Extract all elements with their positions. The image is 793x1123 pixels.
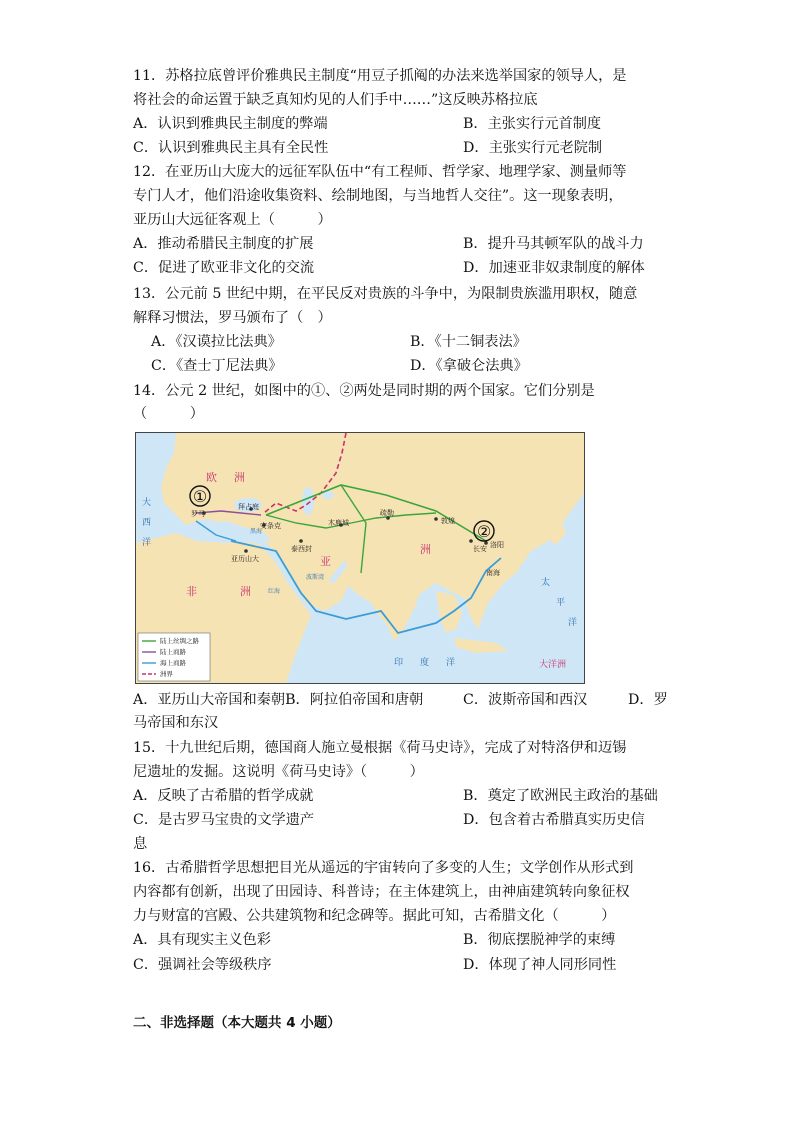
q13-stem-line1: 13．公元前 5 世纪中期，在平民反对贵族的斗争中，为限制贵族滥用职权，随意	[133, 286, 638, 302]
q12-option-d: D．加速亚非奴隶制度的解体	[463, 260, 645, 276]
marker-2	[474, 521, 494, 541]
q15-option-d-overflow: 息	[133, 836, 148, 852]
q13-option-a: A．《汉谟拉比法典》	[151, 334, 282, 350]
place-label-antioch: 安条克	[260, 522, 281, 530]
ocean-label-indian-c: 洋	[446, 658, 456, 668]
place-label-byzantium: 拜占庭	[238, 503, 259, 511]
q16-option-a: A．具有现实主义色彩	[133, 932, 271, 948]
q11-stem-line2: 将社会的命运置于缺乏真知灼见的人们手中……”这反映苏格拉底	[133, 92, 538, 108]
section-2-title: 二、非选择题（本大题共 4 小题）	[133, 1015, 341, 1031]
q11-option-d: D．主张实行元老院制	[463, 140, 603, 156]
q14-stem-line2: （ ）	[133, 406, 204, 422]
continent-label-asia-a: 亚	[320, 555, 331, 568]
marker-1-label: ①	[192, 487, 208, 506]
ocean-label-pacific-c: 洋	[568, 618, 578, 628]
q13-option-c: C．《查士丁尼法典》	[151, 358, 283, 374]
place-label-dunhuang: 敦煌	[441, 517, 455, 525]
place-label-south-sea: 南海	[486, 569, 500, 577]
q11-option-b: B．主张实行元首制度	[463, 116, 602, 132]
q15-option-a: A．反映了古希腊的哲学成就	[133, 788, 314, 804]
q16-option-d: D．体现了神人同形同性	[463, 957, 617, 973]
place-label-rome: 罗马	[191, 510, 205, 518]
ocean-label-atlantic-c: 洋	[142, 538, 152, 548]
q14-option-d-end: 马帝国和东汉	[133, 715, 219, 731]
q12-stem-line1: 12．在亚历山大庞大的远征军队伍中“有工程师、哲学家、地理学家、测量师等	[133, 164, 627, 180]
map-legend	[138, 633, 210, 681]
place-label-changan: 长安	[473, 545, 487, 553]
q14-option-d-start: D．罗	[628, 692, 668, 708]
ocean-label-pacific-a: 太	[541, 578, 551, 588]
q11-option-c: C．认识到雅典民主具有全民性	[133, 140, 329, 156]
q16-stem-line3: 力与财富的宫殿、公共建筑物和纪念碑等。据此可知，古希腊文化（ ）	[133, 908, 616, 924]
ocean-label-atlantic-a: 大	[142, 498, 152, 508]
q15-option-b: B．奠定了欧洲民主政治的基础	[463, 788, 658, 804]
q13-option-b: B．《十二铜表法》	[410, 334, 527, 350]
q13-stem-line2: 解释习惯法，罗马颁布了（ ）	[133, 310, 332, 326]
continent-label-europe-b: 洲	[234, 471, 245, 484]
q12-option-b: B．提升马其顿军队的战斗力	[463, 236, 644, 252]
q15-option-c: C．是古罗马宝贵的文学遗产	[133, 812, 315, 828]
q12-option-c: C．促进了欧亚非文化的交流	[133, 260, 315, 276]
ocean-label-atlantic-b: 西	[142, 518, 152, 528]
q15-stem-line1: 15．十九世纪后期，德国商人施立曼根据《荷马史诗》，完成了对特洛伊和迈锡	[133, 740, 627, 756]
q14-option-a-b: A．亚历山大帝国和秦朝B．阿拉伯帝国和唐朝	[133, 692, 424, 708]
place-label-merv: 木鹿城	[328, 519, 349, 527]
ocean-label-indian-a: 印	[394, 658, 404, 668]
continent-label-asia-b: 洲	[420, 543, 431, 556]
legend-label-sea-route: 海上商路	[160, 659, 186, 667]
q12-option-a: A．推动希腊民主制度的扩展	[133, 236, 314, 252]
place-label-red-sea: 红海	[268, 588, 281, 595]
q11-option-a: A．认识到雅典民主制度的弊端	[133, 116, 328, 132]
ocean-label-pacific-b: 平	[556, 598, 566, 608]
q13-option-d: D．《拿破仑法典》	[410, 358, 528, 374]
place-label-luoyang: 洛阳	[490, 541, 504, 549]
place-label-black-sea: 黑海	[250, 528, 263, 535]
q16-option-b: B．彻底摆脱神学的束缚	[463, 932, 616, 948]
place-label-persian-gulf: 波斯湾	[306, 574, 325, 581]
continent-label-africa-b: 洲	[240, 585, 251, 598]
q16-stem-line2: 内容都有创新，出现了田园诗、科普诗；在主体建筑上，由神庙建筑转向象征权	[133, 884, 630, 900]
continent-label-europe-a: 欧	[206, 471, 217, 484]
ocean-label-indian-b: 度	[420, 658, 430, 668]
place-label-alexandria: 亚历山大	[231, 555, 259, 563]
continent-label-oceania: 大洋洲	[539, 660, 567, 670]
silk-road-map	[135, 432, 585, 684]
legend-label-boundary: 洲界	[160, 670, 173, 678]
place-label-ctesiphon: 泰西封	[291, 545, 312, 553]
continent-label-africa-a: 非	[186, 585, 197, 598]
q12-stem-line2: 专门人才，他们沿途收集资料、绘制地图，与当地哲人交往”。这一现象表明，	[133, 188, 623, 204]
marker-2-label: ②	[476, 522, 492, 541]
q14-option-c: C．波斯帝国和西汉	[463, 692, 588, 708]
marker-1	[190, 486, 210, 506]
q12-stem-line3: 亚历山大远征客观上（ ）	[133, 212, 332, 228]
q16-option-c: C．强调社会等级秩序	[133, 957, 272, 973]
q15-stem-line2: 尼遗址的发掘。这说明《荷马史诗》（ ）	[133, 764, 424, 780]
q15-option-d: D．包含着古希腊真实历史信	[463, 812, 645, 828]
legend-label-silk-road: 陆上丝绸之路	[160, 637, 199, 645]
q11-stem-line1: 11．苏格拉底曾评价雅典民主制度“用豆子抓阄的办法来选举国家的领导人，是	[133, 68, 627, 84]
q16-stem-line1: 16．古希腊哲学思想把目光从遥远的宇宙转向了多变的人生；文学创作从形式到	[133, 860, 634, 876]
q14-stem-line1: 14．公元 2 世纪，如图中的①、②两处是同时期的两个国家。它们分别是	[133, 383, 595, 399]
legend-label-land-route: 陆上商路	[160, 648, 186, 656]
place-label-kashgar: 疏勒	[380, 509, 394, 517]
